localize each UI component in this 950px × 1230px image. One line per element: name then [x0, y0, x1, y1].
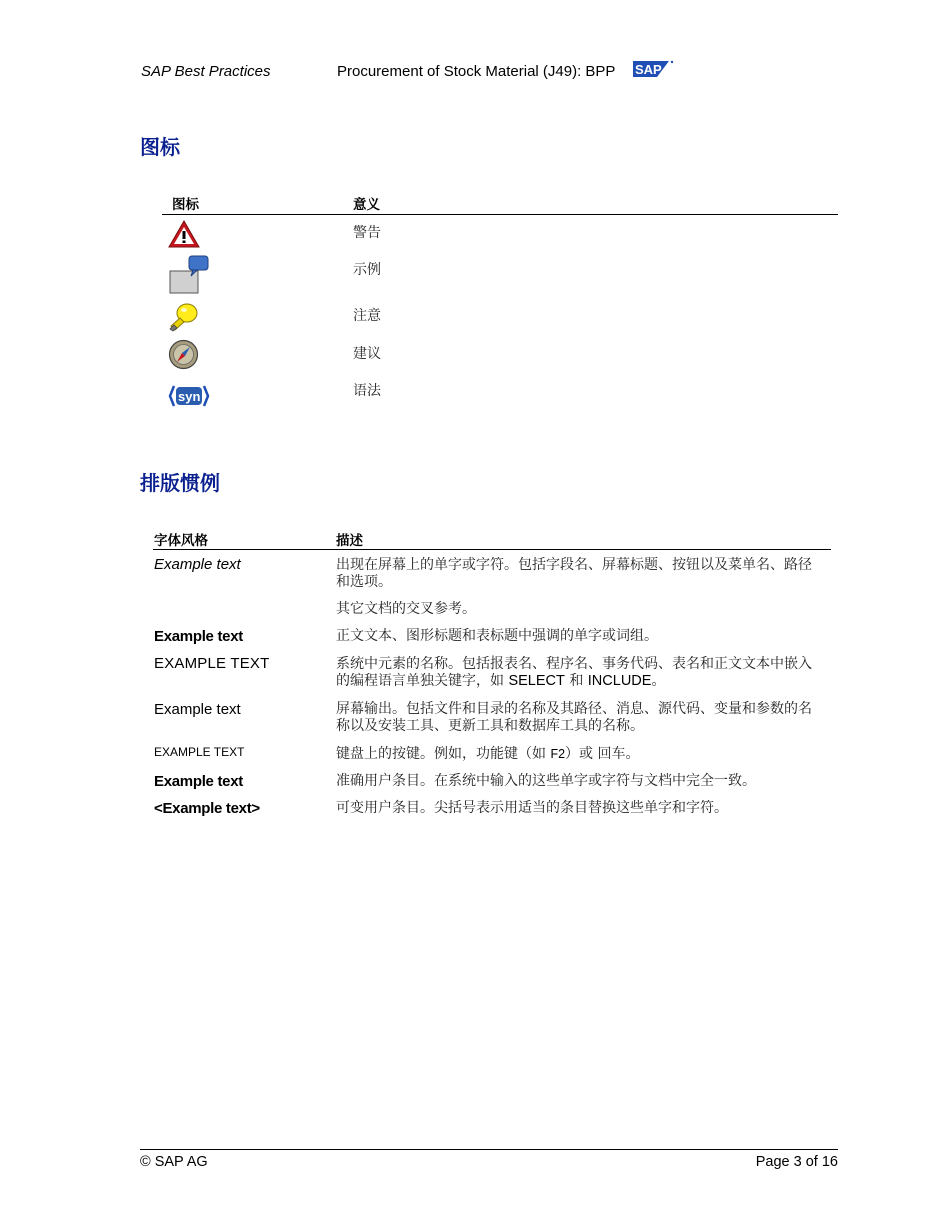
desc-screen-output: 屏幕输出。包括文件和目录的名称及其路径、消息、源代码、变量和参数的名称以及安装工具、更新工具和数据库工具的名称。: [336, 701, 812, 734]
meaning-example: 示例: [353, 262, 381, 278]
style-example-screen-output: Example text: [154, 701, 241, 718]
header-left-title: SAP Best Practices: [141, 63, 271, 80]
svg-text:syn: syn: [178, 389, 201, 404]
desc-system-elements: [336, 656, 816, 690]
icons-section-title: 图标: [140, 135, 180, 159]
header-document-title: Procurement of Stock Material (J49): BPP: [337, 63, 616, 80]
conventions-section-title: 排版惯例: [140, 471, 220, 495]
style-example-keys: EXAMPLE TEXT: [154, 745, 245, 759]
desc-screen-text: 出现在屏幕上的单字或字符。包括字段名、屏幕标题、按钮以及菜单名、路径和选项。: [336, 557, 812, 590]
warning-icon: [168, 220, 200, 248]
svg-text:SAP: SAP: [635, 62, 662, 77]
conventions-col-header-desc: 描述: [336, 533, 363, 549]
meaning-recommendation: 建议: [353, 346, 381, 362]
meaning-note: 注意: [353, 308, 381, 324]
conventions-table-rule: [153, 549, 831, 550]
desc-keyboard-keys: [336, 746, 816, 763]
syntax-icon: [168, 382, 210, 410]
keyword-select: SELECT: [508, 673, 565, 689]
footer-rule: [140, 1149, 838, 1150]
desc-keyboard-keys-text: 键盘上的按键。例如，功能键（如: [336, 746, 551, 762]
desc-system-elements-text: 系统中元素的名称。包括报表名、程序名、事务代码、表名和正文文本中嵌入的编程语言单独关键字，如: [336, 656, 812, 689]
key-f2: F2: [550, 747, 566, 761]
example-icon: [168, 255, 210, 295]
style-example-variable-entry: <Example text>: [154, 800, 260, 817]
desc-emphasis: 正文文本、图形标题和表标题中强调的单字或词组。: [336, 628, 658, 644]
desc-system-elements-end: 。: [651, 673, 666, 689]
meaning-warning: 警告: [353, 225, 381, 241]
sap-logo: [633, 60, 675, 78]
style-example-caps: EXAMPLE TEXT: [154, 655, 270, 672]
style-example-italic: Example text: [154, 556, 241, 573]
desc-cross-reference: 其它文档的交叉参考。: [336, 601, 476, 617]
style-example-bold: Example text: [154, 628, 243, 645]
icons-table-rule: [162, 214, 838, 215]
conventions-col-header-style: 字体风格: [154, 533, 208, 549]
icons-col-header-icon: 图标: [172, 197, 199, 213]
desc-system-elements-and: 和: [564, 673, 588, 689]
style-example-exact-entry: Example text: [154, 773, 243, 790]
note-icon: [168, 302, 200, 332]
desc-exact-user-entry: 准确用户条目。在系统中输入的这些单字或字符与文档中完全一致。: [336, 773, 756, 789]
icons-col-header-meaning: 意义: [353, 197, 380, 213]
desc-keyboard-keys-end: ）或 回车。: [565, 746, 640, 762]
footer-copyright: © SAP AG: [140, 1154, 208, 1170]
desc-variable-user-entry: 可变用户条目。尖括号表示用适当的条目替换这些单字和字符。: [336, 800, 728, 816]
recommendation-icon: [168, 339, 199, 370]
keyword-include: INCLUDE: [587, 673, 652, 689]
footer-page-number: Page 3 of 16: [755, 1154, 838, 1170]
meaning-syntax: 语法: [353, 383, 381, 399]
